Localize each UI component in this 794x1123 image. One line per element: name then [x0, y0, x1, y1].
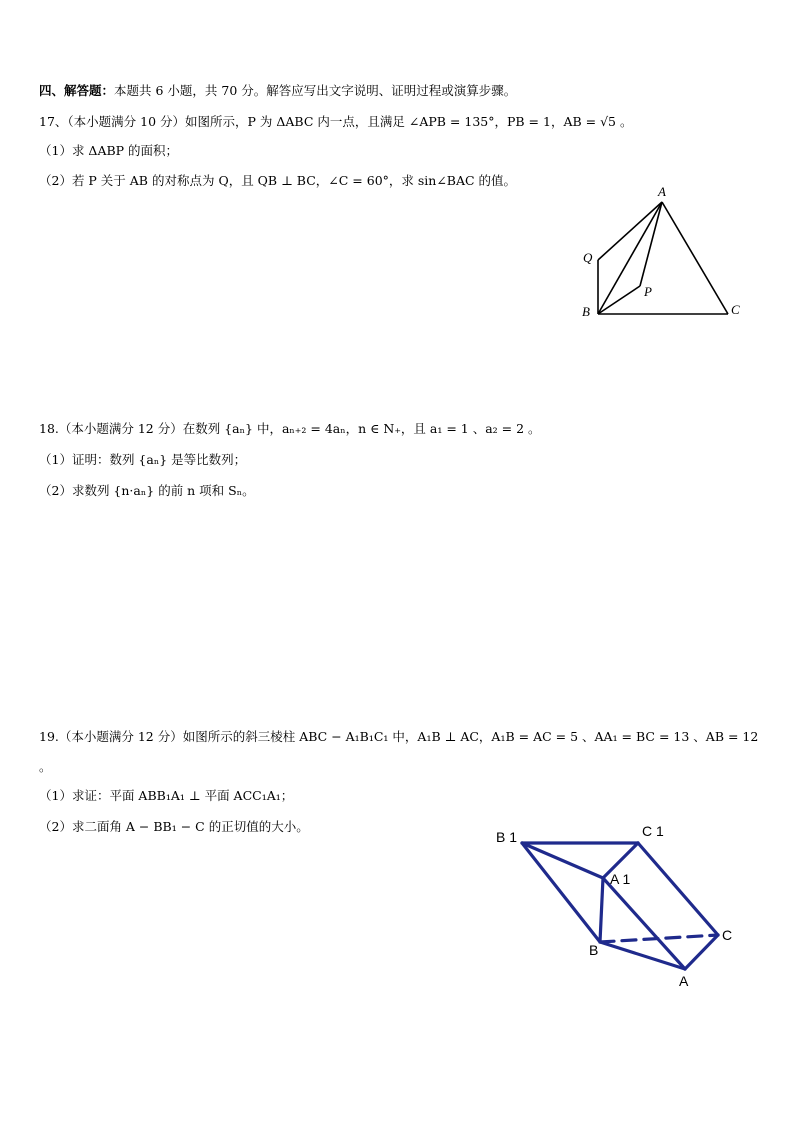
label-A: A: [658, 184, 666, 199]
edge-BA1: [600, 878, 603, 942]
label-B: B: [589, 942, 599, 958]
label-P: P: [644, 284, 652, 299]
label-C: C: [731, 302, 740, 317]
section-intro: 本题共 6 小题，共 70 分。解答应写出文字说明、证明过程或演算步骤。: [114, 83, 517, 98]
q18-part2: （2）求数列 {n·aₙ} 的前 n 项和 Sₙ。: [39, 483, 255, 498]
edge-BB1: [522, 843, 600, 942]
q19-stem-end: 。: [39, 759, 52, 774]
label-Q: Q: [583, 250, 593, 265]
q18-stem: 18.（本小题满分 12 分）在数列 {aₙ} 中，aₙ₊₂ = 4aₙ，n ∈ N₊，且 a₁ = 1 、a₂ = 2 。: [39, 421, 541, 436]
label-A1: A 1: [610, 871, 631, 887]
q19-part1: （1）求证：平面 ABB₁A₁ ⊥ 平面 ACC₁A₁；: [39, 788, 294, 803]
q18-part1: （1）证明：数列 {aₙ} 是等比数列；: [39, 452, 247, 467]
edge-CC1: [638, 843, 718, 935]
q17-part2: （2）若 P 关于 AB 的对称点为 Q，且 QB ⊥ BC，∠C = 60°，求 sin∠BAC 的值。: [39, 173, 517, 188]
edge-AC: [685, 935, 718, 969]
label-A: A: [679, 973, 689, 989]
q17-part1: （1）求 ΔABP 的面积；: [39, 143, 179, 158]
label-B: B: [582, 304, 590, 319]
section-heading: 四、解答题：: [39, 83, 115, 98]
q19-stem: 19.（本小题满分 12 分）如图所示的斜三棱柱 ABC − A₁B₁C₁ 中，A₁B ⊥ AC，A₁B = AC = 5 、AA₁ = BC = 13 、AB = 12: [39, 729, 759, 744]
label-C1: C 1: [642, 823, 664, 839]
label-C: C: [722, 927, 733, 943]
q17-stem: 17、（本小题满分 10 分）如图所示，P 为 ΔABC 内一点，且满足 ∠APB = 135°，PB = 1，AB = √5 。: [39, 114, 633, 129]
q19-part2: （2）求二面角 A − BB₁ − C 的正切值的大小。: [39, 819, 309, 834]
label-B1: B 1: [496, 829, 518, 845]
